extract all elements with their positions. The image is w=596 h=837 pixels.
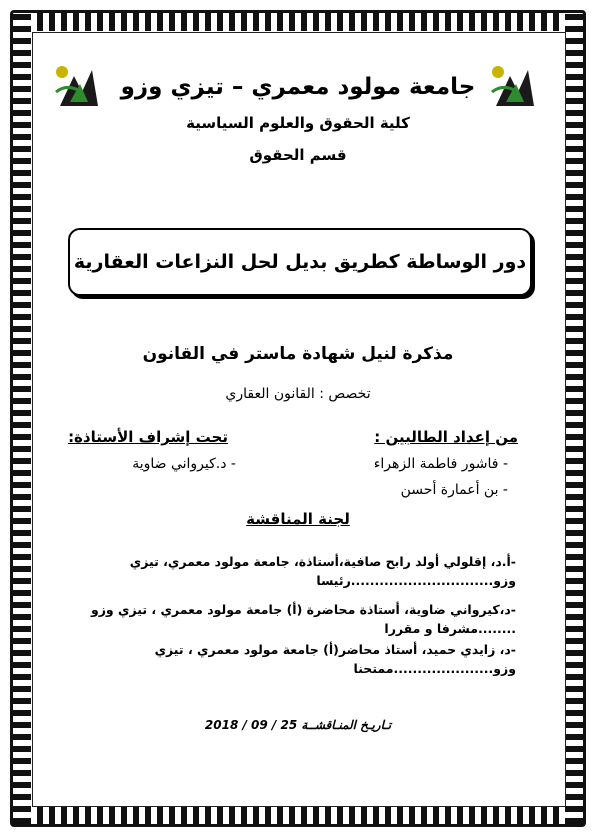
supervisor-name: - د.كيرواني ضاوية <box>132 456 236 472</box>
thesis-title: دور الوساطة كطريق بديل لحل النزاعات العقارية <box>73 251 527 273</box>
member-line: وزو..............................رئيسا <box>316 573 516 588</box>
committee-member <box>70 552 516 590</box>
member-line: وزو.....................ممتحنا <box>353 661 516 676</box>
memo-type: مذكرة لنيل شهادة ماستر في القانون <box>142 344 454 364</box>
supervisor-heading: تحت إشراف الأستاذة: <box>68 428 228 446</box>
discussion-date: تـاريـخ المنـاقشــة 25 / 09 / 2018 <box>204 718 392 732</box>
faculty-name: كلية الحقوق والعلوم السياسية <box>186 114 410 132</box>
member-line: ........مشرفا و مقررا <box>384 621 516 636</box>
committee-member <box>70 600 516 638</box>
department-name: قسم الحقوق <box>249 146 347 164</box>
students-heading: من إعداد الطالبين : <box>374 428 518 446</box>
committee-heading: لجنة المناقشة <box>246 510 350 528</box>
university-name: جامعة مولود معمري – تيزي وزو <box>120 74 476 100</box>
member-line: -د،كيرواني ضاوية، أستاذة محاضرة (أ) جامعة مولود معمري ، تيزي وزو <box>90 602 516 617</box>
member-line: -د، زايدي حميد، أستاذ محاضر(أ) جامعة مولود معمري ، تيزي <box>154 642 516 657</box>
member-line: -أ.د، إقلولي أولد رابح صافية،أستاذة، جامعة مولود معمري، تيزي <box>129 554 516 569</box>
student-name: - فاشور فاطمة الزهراء <box>373 456 508 472</box>
committee-member <box>70 640 516 678</box>
specialty: تخصص : القانون العقاري <box>225 386 371 402</box>
student-name: - بن أعمارة أحسن <box>400 482 508 498</box>
thesis-title-box <box>68 228 532 296</box>
